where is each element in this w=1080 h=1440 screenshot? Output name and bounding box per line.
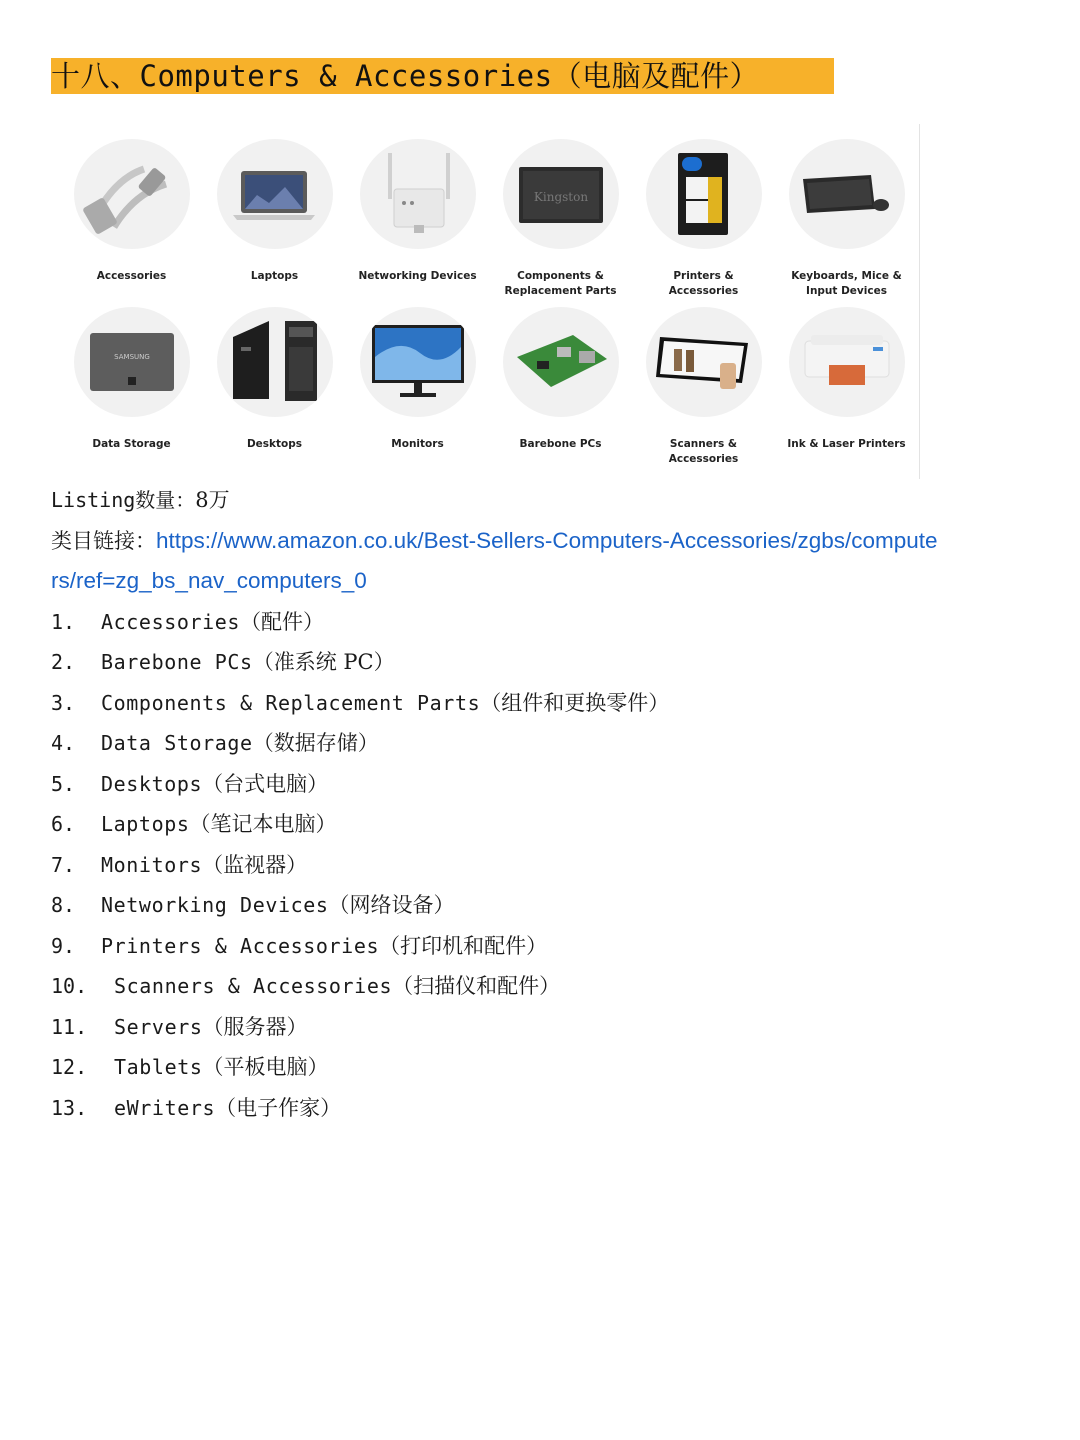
category-tile-keyboards[interactable] [775,139,918,299]
list-item-translation: （准系统 PC） [252,650,395,674]
divider [919,124,920,479]
list-item [51,966,1041,1007]
category-label: Printers & Accessories [668,270,739,297]
list-item [51,723,1041,764]
list-item-translation: （扫描仪和配件） [392,974,561,998]
ssd-icon [503,139,619,249]
list-item [51,764,1041,805]
category-tile-networking[interactable] [346,139,489,284]
list-item [51,683,1041,724]
category-link[interactable]: rs/ref=zg_bs_nav_computers_0 [51,568,367,593]
list-item-label: Networking Devices [101,893,329,917]
list-item-number: 1. [51,609,76,634]
list-item-label: Laptops [101,812,190,836]
page-title: 十八、Computers & Accessories（电脑及配件） [51,58,834,94]
list-item-label: Tablets [114,1055,203,1079]
content-body [51,480,1041,1128]
list-item-label: Components & Replacement Parts [101,690,481,715]
list-item-translation: （数据存储） [252,731,379,755]
category-tile-desktops[interactable] [203,307,346,452]
list-item-label: Printers & Accessories [101,933,380,958]
ink-cartridge-icon [646,139,762,249]
subcategory-list [51,602,1041,1129]
list-item-label: Accessories [101,609,241,634]
list-item [51,1047,1041,1088]
category-label: Accessories [96,270,167,282]
list-item [51,642,1041,683]
list-item-label: Barebone PCs [101,650,253,674]
category-tile-accessories[interactable] [60,139,203,284]
list-item [51,845,1041,886]
category-tile-data-storage[interactable] [60,307,203,452]
category-label: Scanners & Accessories [668,438,739,465]
category-tile-printers-accessories[interactable] [632,139,775,299]
desktop-tower-icon [217,307,333,417]
category-link[interactable]: https://www.amazon.co.uk/Best-Sellers-Computers-Accessories/zgbs/compute [156,527,938,553]
list-item-number: 5. [51,771,76,796]
list-item-number: 12. [51,1055,88,1079]
list-item-label: Data Storage [101,731,253,755]
monitor-icon [360,307,476,417]
circuit-board-icon [503,307,619,417]
list-item-translation: （打印机和配件） [379,933,548,958]
category-tile-barebone[interactable] [489,307,632,452]
list-item-label: Desktops [101,771,203,796]
list-item-number: 4. [51,731,76,755]
list-item [51,804,1041,845]
list-item [51,602,1041,643]
list-item-number: 3. [51,690,76,715]
list-item-translation: （电子作家） [215,1095,342,1120]
category-tile-printers[interactable] [775,307,918,452]
category-link-row: 类目链接：https://www.amazon.co.uk/Best-Sellers-Computers-Accessories/zgbs/compute [51,527,938,553]
scanner-icon [646,307,762,417]
list-item-number: 6. [51,812,76,836]
list-item-label: Scanners & Accessories [114,974,393,998]
list-item-translation: （台式电脑） [202,771,329,796]
category-label: Networking Devices [358,270,477,282]
list-item-translation: （组件和更换零件） [480,690,670,715]
list-item-number: 2. [51,650,76,674]
keyboard-mouse-icon [789,139,905,249]
list-item-number: 9. [51,933,76,958]
category-label: Monitors [391,438,444,450]
list-item-number: 11. [51,1014,88,1039]
list-item-label: eWriters [114,1095,216,1120]
category-label: Components & Replacement Parts [504,270,617,297]
category-grid [60,125,918,480]
listing-count: Listing数量：8万 [51,488,230,512]
usb-cable-icon [74,139,190,249]
list-item-number: 10. [51,974,88,998]
list-item [51,1088,1041,1129]
category-label: Keyboards, Mice & Input Devices [791,270,902,297]
printer-icon [789,307,905,417]
category-tile-laptops[interactable] [203,139,346,284]
list-item-label: Servers [114,1014,203,1039]
list-item-translation: （配件） [240,609,325,634]
category-label: Ink & Laser Printers [787,438,906,450]
hard-drive-icon [74,307,190,417]
list-item-translation: （笔记本电脑） [189,812,337,836]
list-item-number: 8. [51,893,76,917]
list-item [51,926,1041,967]
list-item-translation: （平板电脑） [202,1055,329,1079]
category-link-continued [51,561,1041,602]
svg-text:SAMSUNG: SAMSUNG [113,353,150,361]
list-item-translation: （网络设备） [328,893,455,917]
category-label: Desktops [246,438,303,450]
list-item-number: 7. [51,852,76,877]
list-item [51,1007,1041,1048]
category-label: Laptops [250,270,299,282]
category-tile-monitors[interactable] [346,307,489,452]
category-label: Data Storage [92,438,171,450]
svg-text:Kingston: Kingston [533,190,588,204]
wifi-extender-icon [360,139,476,249]
list-item-translation: （服务器） [202,1014,308,1039]
category-tile-components[interactable] [489,139,632,299]
category-label: Barebone PCs [519,438,602,450]
list-item-translation: （监视器） [202,852,308,877]
laptop-icon [217,139,333,249]
list-item-label: Monitors [101,852,203,877]
category-tile-scanners[interactable] [632,307,775,467]
list-item-number: 13. [51,1095,88,1120]
list-item [51,885,1041,926]
